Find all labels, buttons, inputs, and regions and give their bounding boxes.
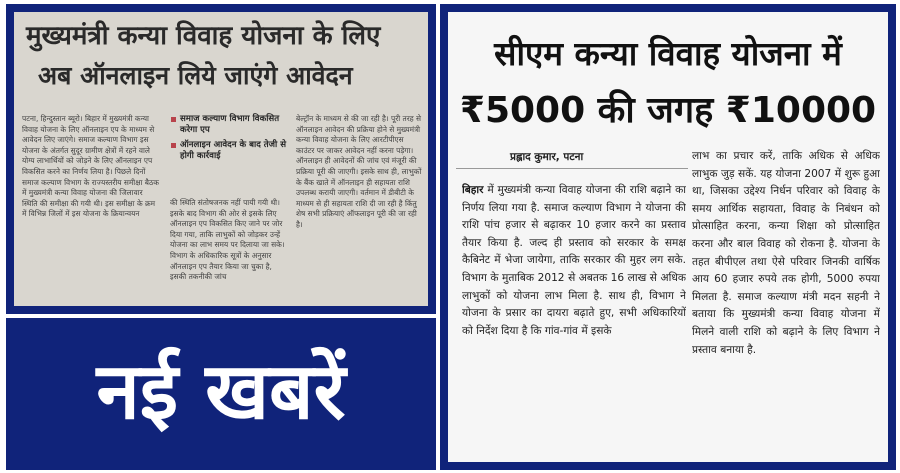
right-article-column2: लाभ का प्रचार करें, ताकि अधिक से अधिक लाभुक जुड़ सकें. यह योजना 2007 में शुरू हुआ था, जिसका उद्देश्य निर्धन परिवार को विवाह के समय आर्थिक सहायता, विवाह के निबंधन को प्रोत्साहित करना, कन्या शिक्षा को प्रोत्साहित करना और बाल विवाह को रोकना है. योजना के तहत बीपीएल तथा ऐसे परिवार जिनकी वार्षिक आय 60 हजार रुपये तक होगी, 5000 रुपया मिलता है. समाज कल्याण मंत्री मदन सहनी ने बताया कि मुख्यमंत्री कन्या विवाह योजना में मिलने वाली राशि को बढ़ाने के लिए विभाग ने प्रस्ताव बनाया है. (692, 150, 880, 356)
left-article-column2: की स्थिति संतोषजनक नहीं पायी गयी थी। इसके बाद विभाग की ओर से इसके लिए ऑनलाइन एप विकसित किए जाने पर जोर दिया गया, ताकि लाभुकों को जोड़कर उन्हें योजना का लाभ समय पर दिलाया जा सके। विभाग के अधिकारिक सूत्रों के अनुसार ऑनलाइन एप तैयार किया जा चुका है, इसकी तकनीकी जांच (170, 198, 285, 282)
right-news-clipping (448, 12, 888, 462)
left-callout-line2: ऑनलाइन आवेदन के बाद तेजी से होगी कार्रवाई (170, 140, 288, 162)
right-article-column1 (462, 182, 686, 462)
right-headline-line2: ₹5000 की जगह ₹10000 (459, 90, 877, 131)
left-callout-box (170, 114, 288, 190)
byline: प्रह्लाद कुमार, पटना (510, 151, 584, 163)
banner-title: नई खबरें (96, 347, 346, 437)
left-article-column3: बेल्ट्रॉन के माध्यम से की जा रही है। पूरी तरह से ऑनलाइन आवेदन की प्रक्रिया होने से मुख्यमंत्री कन्या विवाह योजना के लिए आरटीपीएस काउंटर पर जाकर आवेदन नहीं करना पड़ेगा। ऑनलाइन ही आवेदनों की जांच एवं मंजूरी की प्रक्रिया पूरी की जाएगी। इसके साथ ही, लाभुकों के बैंक खाते में ऑनलाइन ही सहायता राशि उपलब्ध करायी जाएगी। वर्तमान में डीबीटी के माध्यम से ही सहायता राशि दी जा रही है किंतु शेष सभी प्रक्रियाएं ऑफलाइन पूरी की जा रही है। (296, 114, 422, 229)
left-callout-line1: समाज कल्याण विभाग विकसित करेगा एप (170, 114, 288, 136)
article-lead-word: बिहार (462, 184, 484, 196)
left-article-column1: पटना, हिन्दुस्तान ब्यूरो। बिहार में मुख्यमंत्री कन्या विवाह योजना के लिए ऑनलाइन एप के माध्यम से आवेदन लिए जाएंगे। समाज कल्याण विभाग इस योजना के अंतर्गत सुदूर ग्रामीण क्षेत्रों में रहने वाले योग्य लाभार्थियों को जोड़ने के लिए ऑनलाइन एप विकसित करने का निर्णय लिया है। पिछले दिनों समाज कल्याण विभाग के राज्यस्तरीय समीक्षा बैठक में मुख्यमंत्री कन्या विवाह योजना की जिलावार स्थिति की समीक्षा की गयी थी। इस समीक्षा के क्रम में विभिन्न जिलों में इस योजना के क्रियान्वयन (22, 114, 159, 219)
right-article-column1-text: में मुख्यमंत्री कन्या विवाह योजना की राशि बढ़ाने का निर्णय लिया गया है. समाज कल्याण विभाग ने योजना की राशि पांच हजार से बढ़ाकर 10 हजार करने का प्रस्ताव तैयार किया है. जल्द ही प्रस्ताव को सरकार के समक्ष कैबिनेट में भेजा जायेगा, ताकि सरकार की मुहर लग सके. विभाग के मुताबिक 2012 से अबतक 16 लाख से अधिक लाभुकों को योजना लाभ मिला है. साथ ही, विभाग ने योजना के प्रसार का दायरा बढ़ाते हुए, सभी अधिकारियों को निर्देश दिया है कि गांव-गांव में इसके (462, 184, 686, 337)
right-news-clipping-frame (440, 4, 896, 470)
left-headline-line1: मुख्यमंत्री कन्या विवाह योजना के लिए (26, 21, 381, 51)
left-headline-line2: अब ऑनलाइन लिये जाएंगे आवेदन (38, 61, 353, 90)
right-headline-line1: सीएम कन्या विवाह योजना में (494, 34, 842, 73)
byline-divider (456, 168, 688, 169)
left-news-clipping-frame (6, 4, 436, 314)
news-banner (6, 318, 436, 470)
left-news-clipping (14, 12, 428, 306)
